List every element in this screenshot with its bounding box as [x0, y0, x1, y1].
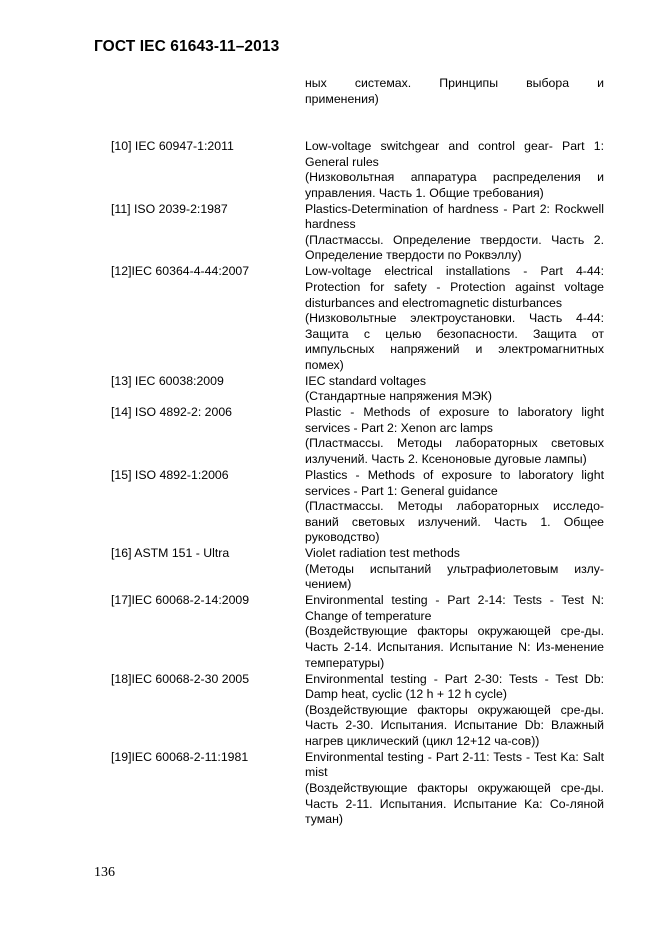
reference-description: [305, 593, 604, 671]
reference-code: [10] IEC 60947-1:2011: [111, 139, 234, 153]
reference-code: [15] ISO 4892-1:2006: [111, 467, 229, 482]
reference-code: [14] ISO 4892-2: 2006: [111, 405, 233, 420]
reference-entry: [111, 593, 605, 671]
reference-title-ru: (Пластмассы. Методы лабораторных исследо-ваний световых излучений. Часть 1. Общее руководство): [305, 499, 604, 545]
reference-description: [305, 405, 604, 467]
reference-entry: [111, 468, 605, 546]
reference-title-en: Environmental testing - Part 2-30: Tests - Test Db: Damp heat, cyclic (12 h + 12 h cycle): [305, 671, 604, 702]
reference-title-ru: (Методы испытаний ультрафиолетовым излу-чением): [305, 561, 604, 592]
reference-description: [305, 202, 604, 264]
reference-code: [17]IEC 60068-2-14:2009: [111, 593, 250, 608]
reference-entry: [111, 546, 605, 593]
reference-description: [305, 139, 604, 201]
reference-entry: [111, 672, 605, 750]
reference-description: [305, 264, 604, 373]
reference-entry: [111, 405, 605, 467]
reference-code: [19]IEC 60068-2-11:1981: [111, 749, 249, 764]
reference-title-en: Low-voltage switchgear and control gear- Part 1: General rules: [305, 139, 604, 169]
reference-entry: [111, 139, 605, 201]
reference-title-en: Environmental testing - Part 2-11: Tests - Test Ka: Salt mist: [305, 749, 604, 780]
reference-code: [13] IEC 60038:2009: [111, 373, 224, 388]
reference-title-ru: (Воздействующие факторы окружающей сре-ды. Часть 2-14. Испытания. Испытание N: Из-менение температуры): [305, 624, 604, 670]
continuation-text: [305, 76, 604, 107]
bibliography-list: [111, 139, 605, 828]
reference-entry: [111, 202, 605, 264]
continuation-line-1: ных системах. Принципы выбора и: [305, 76, 604, 90]
reference-description: [305, 750, 604, 828]
reference-title-ru: (Пластмассы. Методы лабораторных световых излучений. Часть 2. Ксеноновые дуговые лампы): [305, 436, 604, 467]
reference-title-en: Low-voltage electrical installations - Part 4-44: Protection for safety - Protection against voltage disturbances and electromagnetic disturbances: [305, 264, 604, 310]
reference-entry: [111, 374, 605, 405]
reference-title-en: Plastics-Determination of hardness - Part 2: Rockwell hardness: [305, 201, 604, 232]
reference-description: [305, 468, 604, 546]
reference-title-ru: (Пластмассы. Определение твердости. Часть 2. Определение твердости по Роквэллу): [305, 232, 604, 263]
reference-description: [305, 374, 604, 405]
reference-code: [11] ISO 2039-2:1987: [111, 201, 228, 216]
reference-entry: [111, 264, 605, 373]
reference-title-ru: (Низковольтные электроустановки. Часть 4-44: Защита с целью безопасности. Защита от импульсных напряжений и электромагнитных помех): [305, 311, 604, 372]
reference-title-ru: (Стандартные напряжения МЭК): [305, 389, 492, 404]
reference-entry: [111, 750, 605, 828]
reference-title-ru: (Воздействующие факторы окружающей сре-ды. Часть 2-30. Испытания. Испытание Db: Влажный нагрев циклический (цикл 12+12 ча-сов)): [305, 702, 604, 748]
reference-title-en: Plastics - Methods of exposure to laboratory light services - Part 1: General guidance: [305, 467, 604, 498]
reference-description: [305, 546, 604, 593]
reference-code: [12]IEC 60364-4-44:2007: [111, 264, 250, 279]
reference-title-ru: (Низковольтная аппаратура распределения и управления. Часть 1. Общие требования): [305, 170, 604, 200]
reference-title-ru: (Воздействующие факторы окружающей сре-ды. Часть 2-11. Испытания. Испытание Ka: Со-ляной туман): [305, 781, 604, 827]
document-header: ГОСТ IEC 61643-11–2013: [94, 38, 280, 55]
reference-title-en: IEC standard voltages: [305, 373, 426, 388]
page-number: 136: [94, 865, 115, 880]
reference-title-en: Violet radiation test methods: [305, 546, 460, 561]
reference-description: [305, 672, 604, 750]
reference-title-en: Environmental testing - Part 2-14: Tests - Test N: Change of temperature: [305, 593, 604, 623]
reference-code: [18]IEC 60068-2-30 2005: [111, 671, 250, 686]
continuation-line-2: применения): [305, 91, 379, 106]
reference-title-en: Plastic - Methods of exposure to laboratory light services - Part 2: Xenon arc lamps: [305, 405, 604, 435]
reference-code: [16] ASTM 151 - Ultra: [111, 546, 230, 561]
